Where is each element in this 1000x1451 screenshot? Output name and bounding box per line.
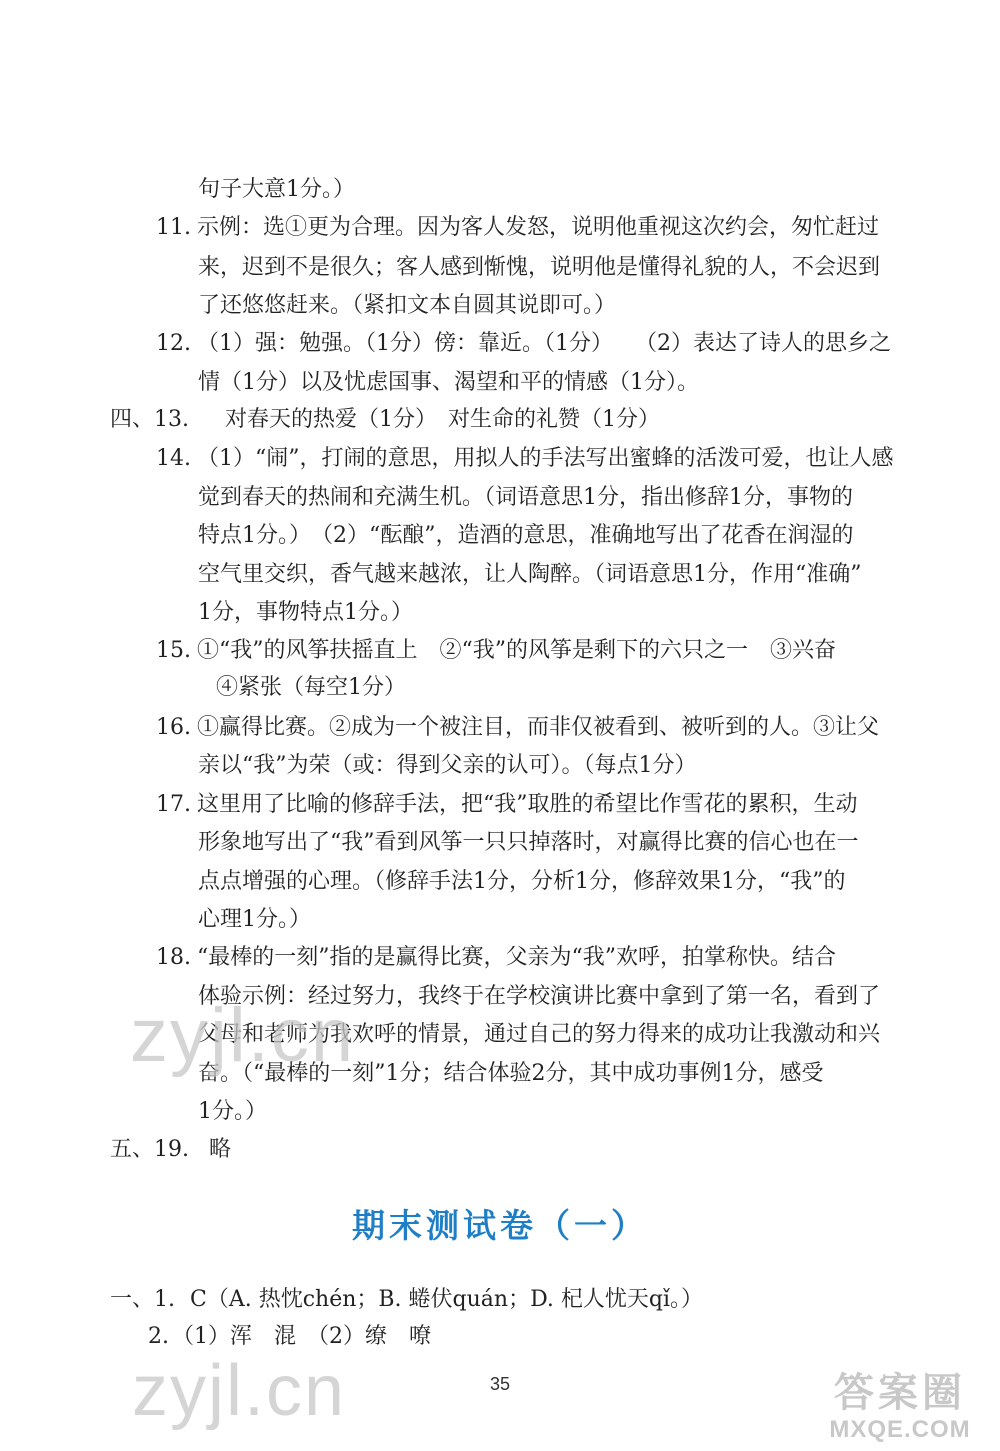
- line-text: “最棒的一刻”指的是赢得比赛，父亲为“我”欢呼，拍掌称快。结合: [197, 945, 836, 970]
- line-text: 对春天的热爱（1分） 对生命的礼赞（1分）: [225, 407, 660, 432]
- line-text: （1）浑 混 （2）缭 嘹: [172, 1324, 431, 1349]
- line-text: 略: [209, 1137, 232, 1162]
- text-line: [0, 558, 1000, 592]
- text-line: [0, 749, 1000, 783]
- section-number: 五、19.: [110, 1137, 189, 1162]
- line-text: 特点1分。） （2）“酝酿”，造酒的意思，准确地写出了花香在润湿的: [198, 523, 854, 548]
- text-line: [0, 442, 1000, 476]
- line-text: 觉到春天的热闹和充满生机。（词语意思1分，指出修辞1分，事物的: [198, 485, 853, 510]
- text-line: [0, 289, 1000, 323]
- line-text: 1分。）: [198, 1099, 267, 1124]
- text-line: [0, 711, 1000, 745]
- section-number: 四、13.: [110, 407, 189, 432]
- page-number: 35: [489, 1374, 511, 1394]
- line-text: ①赢得比赛。②成为一个被注目，而非仅被看到、被听到的人。③让父: [197, 715, 880, 740]
- text-line: [0, 403, 1000, 437]
- text-line: [0, 366, 1000, 400]
- text-line: [0, 251, 1000, 285]
- watermark: zyjl.cn: [130, 993, 356, 1078]
- line-text: 1分，事物特点1分。）: [198, 600, 413, 625]
- corner-logo-url: MXQE.COM: [829, 1416, 971, 1443]
- text-line: [0, 671, 1000, 705]
- text-line: [0, 211, 1000, 245]
- line-text: 奋。（“最棒的一刻”1分；结合体验2分，其中成功事例1分，感受: [198, 1061, 824, 1086]
- line-text: 父母和老师为我欢呼的情景，通过自己的努力得来的成功让我激动和兴: [198, 1022, 881, 1047]
- line-text: （1）“闹”，打闹的意思，用拟人的手法写出蜜蜂的活泼可爱，也让人感: [197, 446, 894, 471]
- text-line: [0, 826, 1000, 860]
- line-text: 示例：选①更为合理。因为客人发怒，说明他重视这次约会，匆忙赶过: [197, 215, 880, 240]
- text-line: [0, 481, 1000, 515]
- line-text: 了还悠悠赶来。（紧扣文本自圆其说即可。）: [198, 293, 617, 318]
- item-number: 12.: [156, 331, 191, 356]
- watermark: zyjl.cn: [132, 1351, 347, 1431]
- item-number: 2.: [148, 1324, 169, 1349]
- text-line: [0, 327, 1000, 361]
- text-line: [0, 634, 1000, 668]
- section-number: 一、1.: [110, 1287, 175, 1312]
- item-number: 17.: [156, 792, 191, 817]
- line-text: （1）强：勉强。（1分）傍：靠近。（1分） （2）表达了诗人的思乡之: [197, 331, 891, 356]
- line-text: 这里用了比喻的修辞手法，把“我”取胜的希望比作雪花的累积，生动: [197, 792, 858, 817]
- text-line: [0, 519, 1000, 553]
- line-text: ①“我”的风筝扶摇直上 ②“我”的风筝是剩下的六只之一 ③兴奋: [197, 638, 836, 663]
- line-text: 体验示例：经过努力，我终于在学校演讲比赛中拿到了第一名，看到了: [198, 984, 881, 1009]
- item-number: 18.: [156, 945, 191, 970]
- line-text: 空气里交织，香气越来越浓，让人陶醉。（词语意思1分，作用“准确”: [198, 562, 862, 587]
- line-text: 心理1分。）: [198, 907, 311, 932]
- text-line: [0, 865, 1000, 899]
- line-text: C（A. 热忱chén；B. 蜷伏quán；D. 杞人忧天qǐ。）: [190, 1287, 704, 1312]
- text-line: [0, 1283, 1000, 1317]
- line-text: 来，迟到不是很久；客人感到惭愧，说明他是懂得礼貌的人，不会迟到: [198, 255, 881, 280]
- text-line: [0, 941, 1000, 975]
- line-text: 亲以“我”为荣（或：得到父亲的认可）。（每点1分）: [198, 753, 697, 778]
- text-line: [0, 788, 1000, 822]
- line-text: 情（1分）以及忧虑国事、渴望和平的情感（1分）。: [198, 370, 699, 395]
- line-text: 点点增强的心理。（修辞手法1分，分析1分，修辞效果1分，“我”的: [198, 869, 846, 894]
- item-number: 14.: [156, 446, 191, 471]
- item-number: 15.: [156, 638, 191, 663]
- line-text: 句子大意1分。）: [198, 177, 355, 202]
- text-line: [0, 903, 1000, 937]
- text-line: [0, 1095, 1000, 1129]
- section-title: 期末测试卷（一）: [352, 1206, 648, 1245]
- corner-logo: [805, 1370, 995, 1448]
- corner-logo-title: 答案圈: [834, 1370, 966, 1416]
- text-line: [0, 596, 1000, 630]
- line-text: 形象地写出了“我”看到风筝一只只掉落时，对赢得比赛的信心也在一: [198, 830, 859, 855]
- text-line: [0, 173, 1000, 207]
- line-text: ④紧张（每空1分）: [216, 675, 406, 700]
- text-line: [0, 1133, 1000, 1167]
- text-line: [0, 1320, 1000, 1354]
- item-number: 16.: [156, 715, 191, 740]
- item-number: 11.: [156, 215, 191, 240]
